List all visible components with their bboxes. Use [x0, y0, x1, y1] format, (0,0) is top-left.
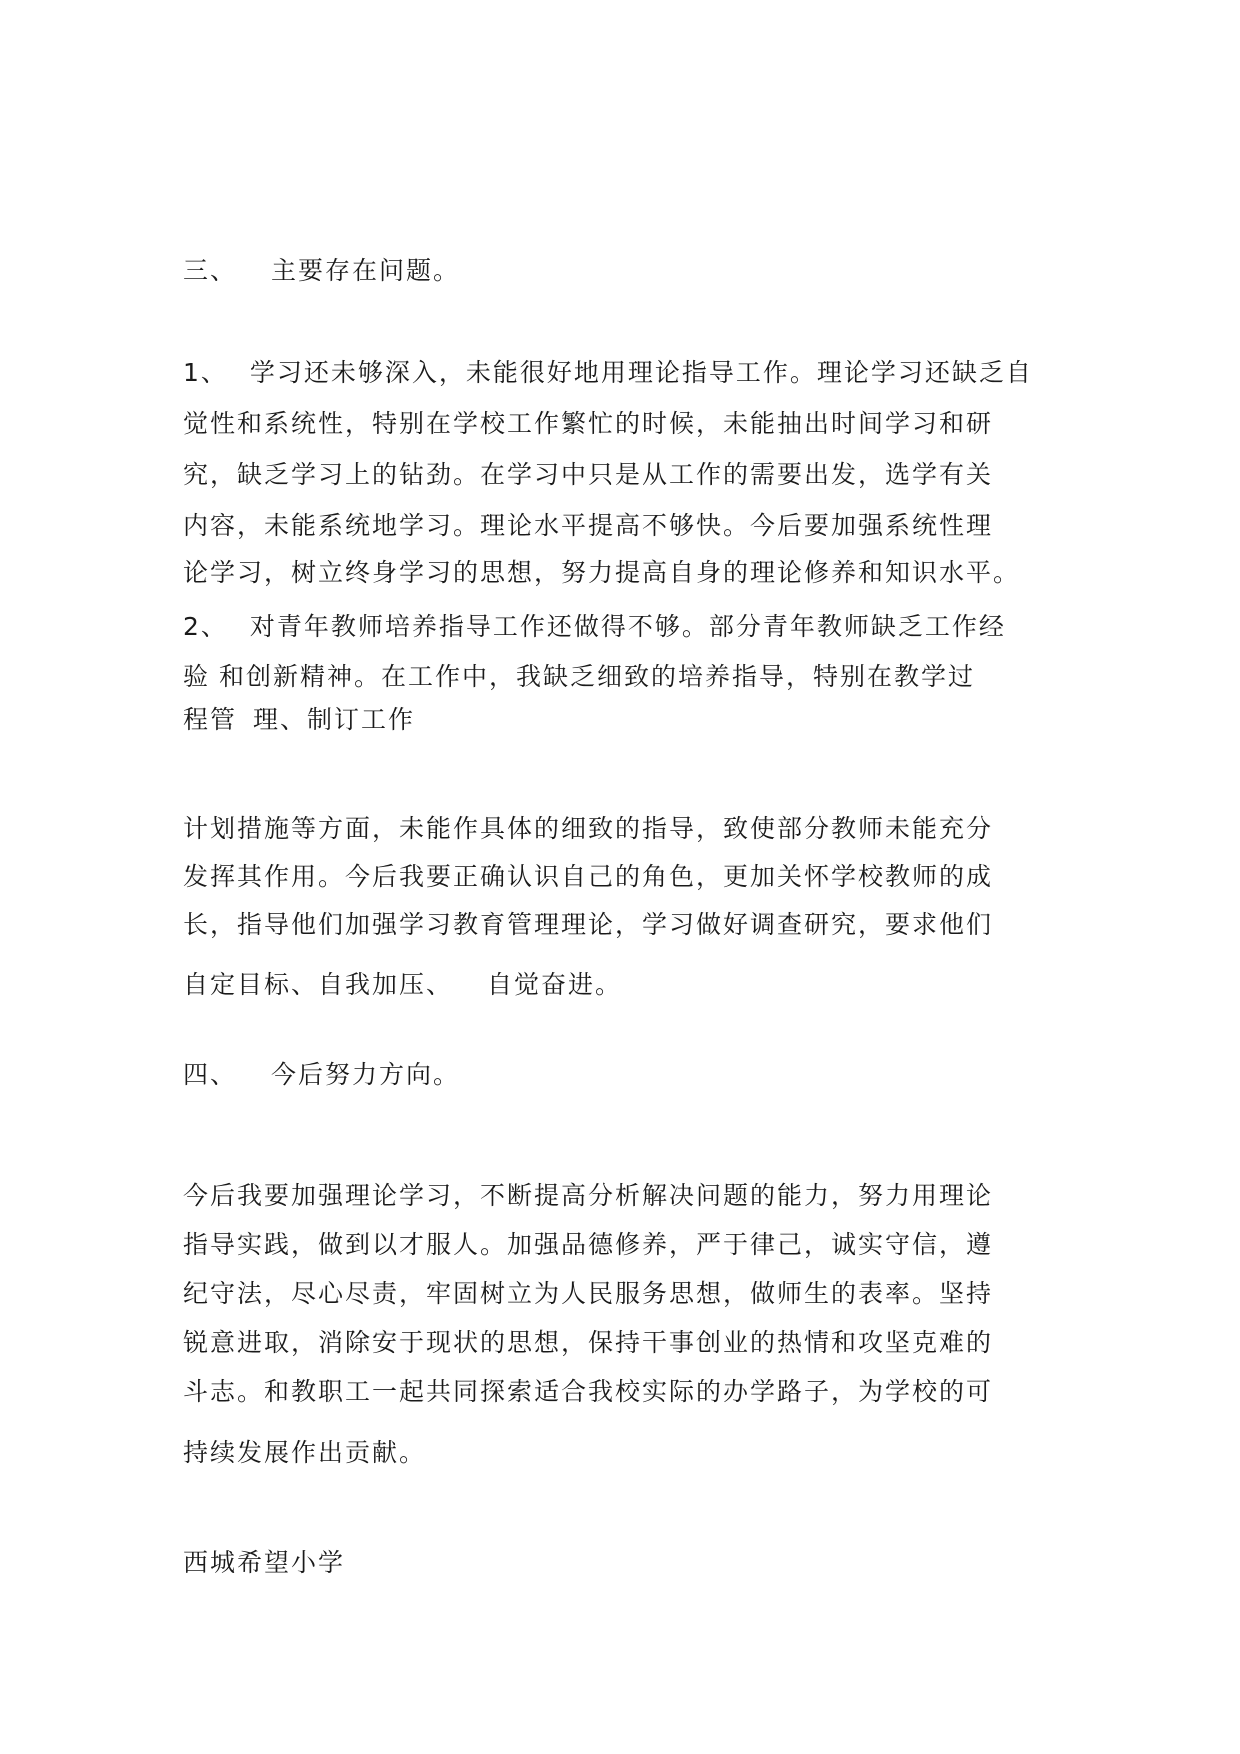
section-4-title: 今后努力方向。: [271, 1060, 461, 1089]
section-4-line: 锐意进取，消除安于现状的思想，保持干事创业的热情和攻坚克难的: [183, 1328, 994, 1357]
section-4-number: 四、: [183, 1060, 238, 1089]
item-2-text: 验: [183, 662, 211, 691]
item-2-text: 和创新精神。在工作中，我缺乏细致的培养指导，特别在教学过: [219, 662, 976, 691]
item-1-line: 究，缺乏学习上的钻劲。在学习中只是从工作的需要出发，选学有关: [183, 460, 994, 489]
item-1-number: 1、: [183, 358, 228, 387]
item-1-line: [183, 360, 1033, 385]
item-1-line: 觉性和系统性，特别在学校工作繁忙的时候，未能抽出时间学习和研: [183, 409, 994, 438]
item-2-line: [183, 664, 975, 689]
continuation-line: 发挥其作用。今后我要正确认识自己的角色，更加关怀学校教师的成: [183, 862, 994, 891]
continuation-text: 自觉奋进。: [487, 970, 623, 999]
section-4-heading: [183, 1062, 460, 1087]
continuation-line: 长，指导他们加强学习教育管理理论，学习做好调查研究，要求他们: [183, 910, 994, 939]
item-1-line: 论学习，树立终身学习的思想，努力提高自身的理论修养和知识水平。: [183, 558, 1021, 587]
continuation-text: 自定目标、自我加压、: [183, 970, 454, 999]
item-1-text: 学习还未够深入，未能很好地用理论指导工作。理论学习还缺乏自: [249, 358, 1033, 387]
section-3-number: 三、: [183, 256, 238, 285]
continuation-line: [183, 972, 622, 997]
section-4-line: 斗志。和教职工一起共同探索适合我校实际的办学路子，为学校的可: [183, 1377, 994, 1406]
continuation-line: 计划措施等方面，未能作具体的细致的指导，致使部分教师未能充分: [183, 814, 994, 843]
section-4-line: 持续发展作出贡献。: [183, 1438, 427, 1467]
section-4-line: 纪守法，尽心尽责，牢固树立为人民服务思想，做师生的表率。坚持: [183, 1279, 994, 1308]
item-2-line: [183, 614, 1006, 639]
item-2-text: 程管: [183, 705, 238, 734]
item-2-line: [183, 707, 415, 732]
section-3-title: 主要存在问题。: [271, 256, 461, 285]
section-3-heading: [183, 258, 460, 283]
item-2-text: 理、制订工作: [253, 705, 416, 734]
item-2-text: 对青年教师培养指导工作还做得不够。部分青年教师缺乏工作经: [249, 612, 1006, 641]
item-1-line: 内容，未能系统地学习。理论水平提高不够快。今后要加强系统性理: [183, 511, 994, 540]
signature: 西城希望小学: [183, 1548, 346, 1577]
section-4-line: 指导实践，做到以才服人。加强品德修养，严于律己，诚实守信，遵: [183, 1230, 994, 1259]
item-2-number: 2、: [183, 612, 228, 641]
section-4-line: 今后我要加强理论学习，不断提高分析解决问题的能力，努力用理论: [183, 1181, 994, 1210]
